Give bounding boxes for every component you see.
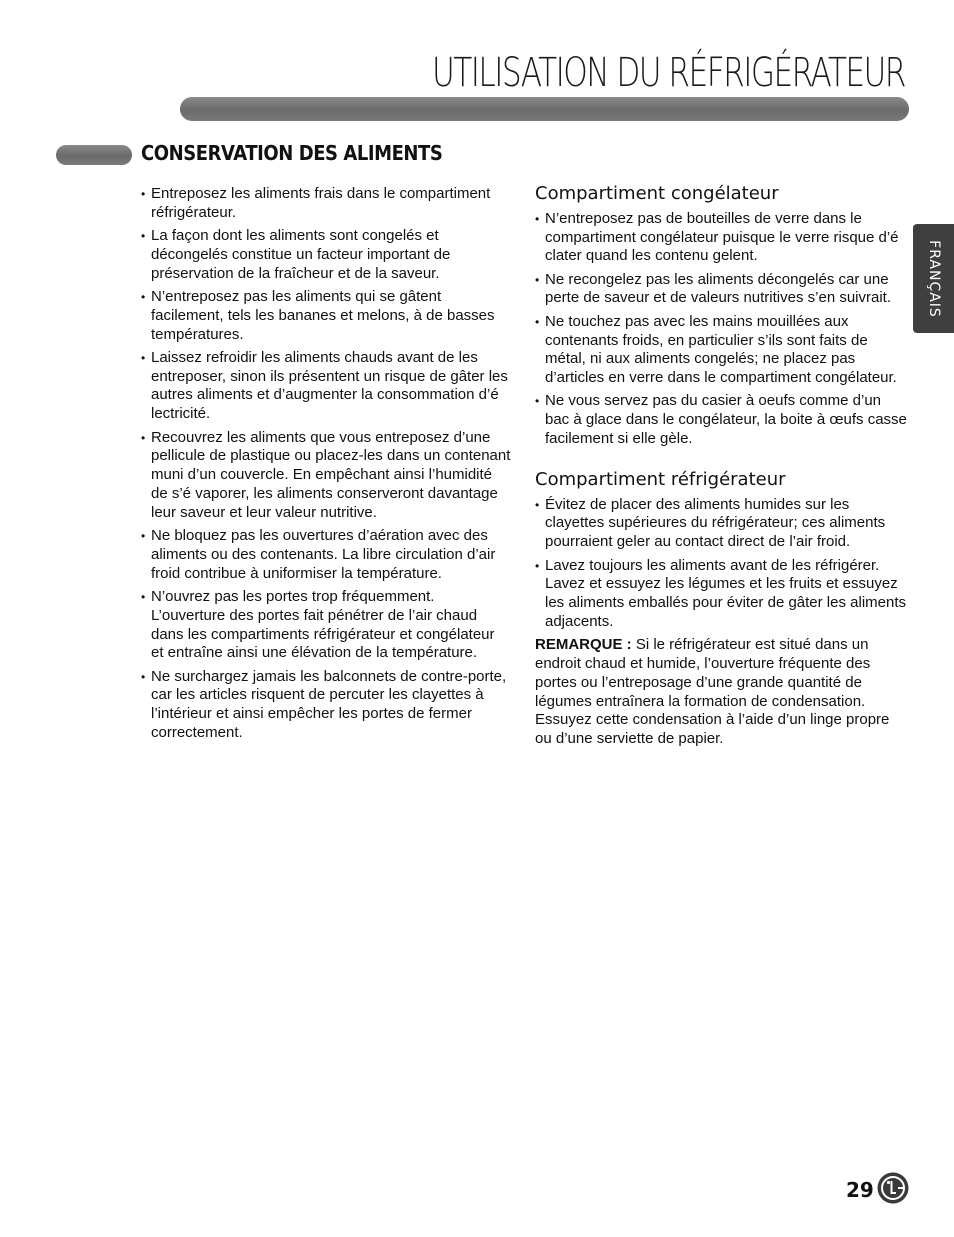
list-item: • Recouvrez les aliments que vous entreposez d’une pellicule de plastique ou placez-les dans un contenant muni d’un couvercle. En empêchant ainsi l’humidité de s’é vaporer, les aliments conserveront davantage leur saveur et leur valeur nutritive. (141, 428, 511, 521)
note-label: REMARQUE : (535, 636, 632, 654)
title-bar (180, 97, 909, 121)
language-tab (913, 224, 954, 333)
list-item: • Ne touchez pas avec les mains mouillées aux contenants froids, en particulier s’ils sont faits de métal, ni aux aliments congelés; ne placez pas d’articles en verre dans le compartiment congélateur. (535, 312, 897, 387)
bullet: • (535, 211, 540, 226)
bullet: • (535, 394, 540, 409)
list-item: • N’entreposez pas les aliments qui se gâtent facilement, tels les bananes et melons, à de basses températures. (141, 287, 495, 343)
lg-logo-icon (877, 1172, 909, 1204)
bullet: • (535, 558, 540, 573)
list-item: • Évitez de placer des aliments humides sur les clayettes supérieures du réfrigérateur; ces aliments pourraient geler au contact direct de l’air froid. (535, 495, 886, 551)
note-text: Si le réfrigérateur est situé dans un endroit chaud et humide, l’ouverture fréquente des portes ou l’entreposage d’une grande quantité de légumes entraînera la formation de condensation. Essuyez cette condensation à l’aide d’un linge propre ou d’une serviette de papier. (535, 636, 890, 748)
bullet: • (141, 529, 146, 544)
section-pill (56, 145, 132, 165)
left-column (141, 185, 511, 747)
freezer-heading: Compartiment congélateur (535, 183, 779, 204)
bullet: • (141, 430, 146, 445)
freezer-tips-list (535, 210, 907, 449)
bullet: • (141, 669, 146, 684)
logo-text: LG (883, 1203, 885, 1204)
storage-tips-list (141, 185, 511, 743)
list-item: • N’entreposez pas de bouteilles de verre dans le compartiment congélateur puisque le verre risque d’é clater quand les contenu gelent. (535, 209, 899, 265)
list-item: • Laissez refroidir les aliments chauds avant de les entreposer, sinon ils présentent un risque de gâter les autres aliments et d’augmenter la consommation d’é lectricité. (141, 348, 508, 423)
list-item: • N’ouvrez pas les portes trop fréquemment. L’ouverture des portes fait pénétrer de l’air chaud dans les compartiments réfrigérateur et congélateur et entraîne ainsi une élévation de la température. (141, 587, 495, 662)
bullet: • (535, 272, 540, 287)
list-item: • Ne recongelez pas les aliments décongelés car une perte de saveur et de valeurs nutritives s’en suivrait. (535, 270, 892, 307)
list-item: • La façon dont les aliments sont congelés et décongelés constitue un facteur important de préservation de la fraîcheur et de la saveur. (141, 227, 451, 282)
list-item: • Entreposez les aliments frais dans le compartiment réfrigérateur. (141, 185, 491, 221)
list-item: • Lavez toujours les aliments avant de les réfrigérer. Lavez et essuyez les légumes et les fruits et essuyez les aliments emballés pour éviter de gâter les aliments adjacents. (535, 556, 907, 630)
bullet: • (141, 187, 146, 201)
section-heading: CONSERVATION DES ALIMENTS (141, 141, 443, 165)
note-paragraph (535, 636, 907, 749)
bullet: • (141, 229, 146, 244)
bullet: • (535, 314, 540, 329)
list-item: • Ne vous servez pas du casier à oeufs comme d’un bac à glace dans le congélateur, la boite à œufs casse facilement si elle gèle. (535, 392, 907, 448)
bullet: • (141, 289, 146, 304)
list-item: • Ne surchargez jamais les balconnets de contre-porte, car les articles risquent de percuter les clayettes à l’intérieur et ainsi empêcher les portes de fermer correctement. (141, 667, 507, 742)
bullet: • (535, 497, 540, 512)
fridge-heading: Compartiment réfrigérateur (535, 468, 786, 490)
bullet: • (141, 589, 146, 604)
fridge-tips-list (535, 496, 907, 632)
right-column (535, 185, 907, 749)
list-item: • Ne bloquez pas les ouvertures d’aération avec des aliments ou des contenants. La libre circulation d’air froid contribue à uniformiser la température. (141, 527, 496, 582)
language-tab-label: FRANÇAIS (925, 239, 942, 318)
bullet: • (141, 350, 146, 365)
page-title: UTILISATION DU RÉFRIGÉRATEUR (432, 50, 905, 96)
page-number: 29 (846, 1178, 874, 1202)
